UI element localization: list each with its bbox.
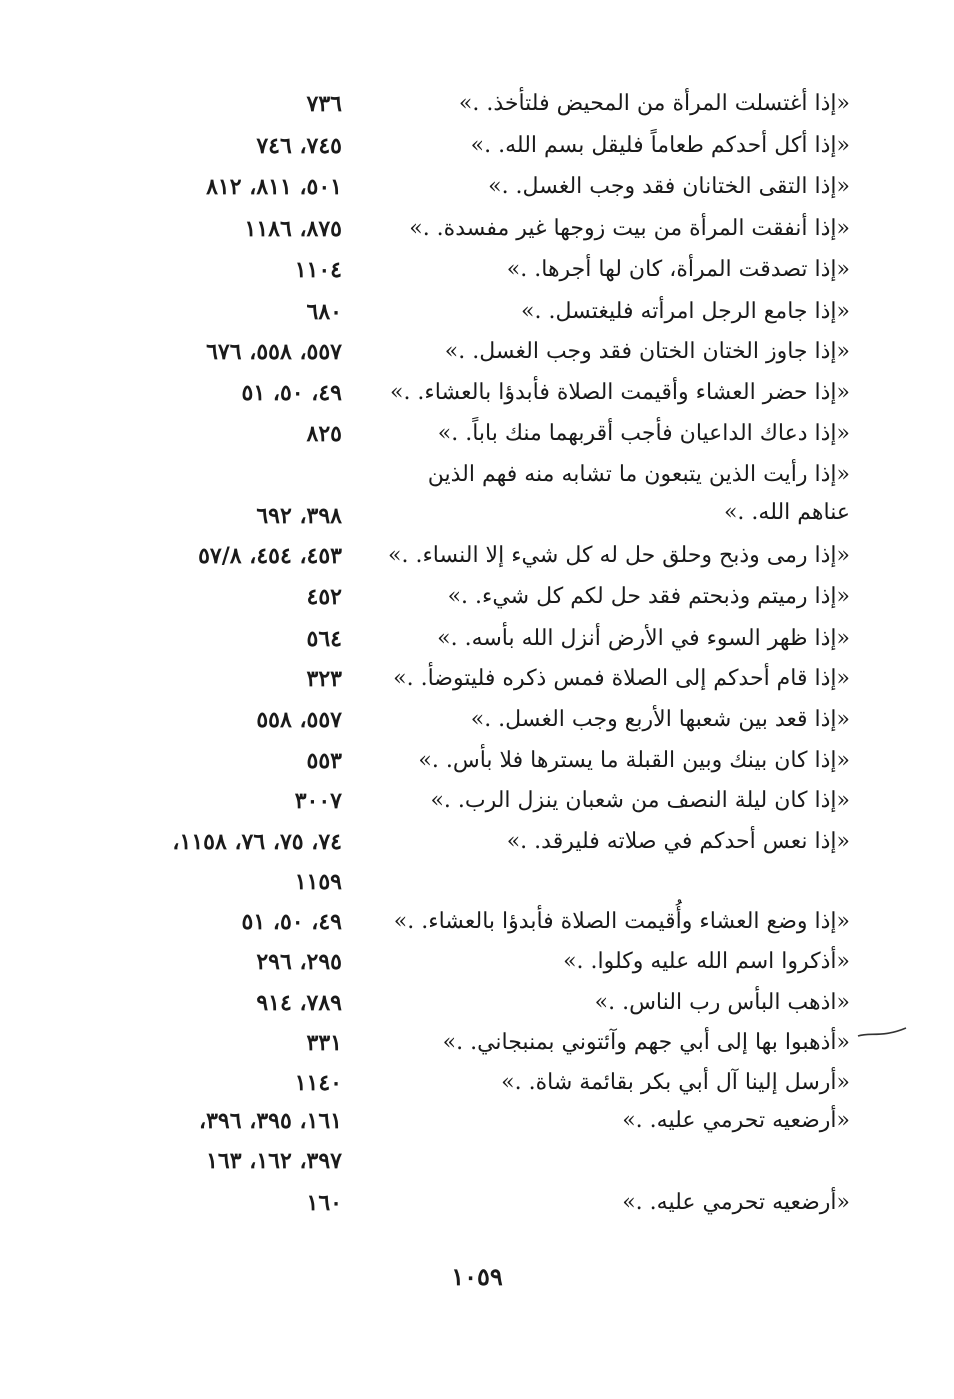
hadith-entry-text: «إذا التقى الختانان فقد وجب الغسل. .» [488, 174, 850, 199]
hadith-entry-refs: ٥٥٣ [306, 748, 342, 774]
page-number: ١٠٥٩ [451, 1262, 503, 1291]
hadith-entry-text: «أذهبوا بها إلى أبي جهم وآئتوني بمنبجاني. .» [442, 1030, 850, 1055]
hadith-entry-text: «أذكروا اسم الله عليه وكلوا. .» [563, 949, 850, 974]
hadith-entry-refs: ١١٠٤ [294, 257, 342, 283]
hadith-entry-refs: ٤٩، ٥٠، ٥١ [241, 380, 342, 406]
hadith-entry-refs: ١٦١، ٣٩٥، ٣٩٦، [199, 1108, 342, 1134]
hadith-entry-text: «إذا قام أحدكم إلى الصلاة فمس ذكره فليتوضأ. .» [393, 666, 850, 691]
hadith-entry-text: «إذا أغتسلت المرأة من المحيض فلتأخذ. .» [458, 91, 850, 116]
hadith-entry-text: «إذا حضر العشاء وأقيمت الصلاة فأبدؤا بالعشاء. .» [389, 380, 850, 405]
hadith-entry-text: «اذهب البأس رب الناس. .» [594, 990, 850, 1015]
hadith-entry-text: «إذا نعس أحدكم في صلاته فليرقد. .» [506, 829, 850, 854]
hadith-entry-refs: ١١٤٠ [294, 1070, 342, 1096]
hadith-entry-text: «أرسل إلينا آل أبي بكر بقائمة شاة. .» [501, 1070, 850, 1095]
hadith-entry-refs: ٧٣٦ [306, 91, 342, 117]
hadith-entry-refs: ٣٣١ [306, 1030, 342, 1056]
hadith-entry-text: «إذا وضع العشاء وأُقيمت الصلاة فأبدؤا بالعشاء. .» [393, 909, 850, 934]
handwritten-margin-mark [856, 1022, 908, 1046]
hadith-entry-text: «إذا تصدقت المرأة، كان لها أجرها. .» [506, 257, 850, 282]
hadith-entry-refs-continued: ١١٥٩ [294, 869, 342, 895]
hadith-entry-refs: ٧٤٥، ٧٤٦ [256, 133, 342, 159]
hadith-entry-refs: ٥٥٧، ٥٥٨ [256, 707, 342, 733]
hadith-entry-refs: ٣٠٠٧ [294, 788, 342, 814]
hadith-entry-refs: ٤٥٢ [306, 584, 342, 610]
hadith-entry-refs: ٧٤، ٧٥، ٧٦، ١١٥٨، [172, 829, 342, 855]
hadith-entry-text: «أرضعيه تحرمي عليه. .» [622, 1108, 850, 1133]
hadith-entry-text: «إذا كان بينك وبين القبلة ما يسترها فلا بأس. .» [418, 748, 850, 773]
hadith-entry-refs: ٨٢٥ [306, 421, 342, 447]
hadith-entry-text: «إذا أكل أحدكم طعاماً فليقل بسم الله. .» [470, 133, 850, 158]
hadith-entry-refs: ٥٠١، ٨١١، ٨١٢ [206, 174, 342, 200]
hadith-entry-text: «إذا ظهر السوء في الأرض أنزل الله بأسه. .» [437, 626, 850, 651]
hadith-entry-text: «إذا جامع الرجل امرأته فليغتسل. .» [521, 299, 850, 324]
hadith-entry-text: «إذا رميتم وذبحتم فقد حل لكم كل شيء. .» [447, 584, 850, 609]
hadith-entry-refs: ٨٧٥، ١١٨٦ [244, 216, 342, 242]
hadith-entry-refs-continued: ٣٩٧، ١٦٢، ١٦٣ [206, 1148, 342, 1174]
hadith-entry-refs: ٣٢٣ [306, 666, 342, 692]
hadith-entry-refs: ٤٩، ٥٠، ٥١ [241, 909, 342, 935]
hadith-entry-text: «إذا كان ليلة النصف من شعبان ينزل الرب. .» [430, 788, 850, 813]
hadith-entry-refs: ٤٥٣، ٤٥٤، ٥٧/٨ [198, 543, 342, 569]
hadith-entry-refs: ٧٨٩، ٩١٤ [256, 990, 342, 1016]
hadith-entry-text: «إذا رأيت الذين يتبعون ما تشابه منه فهم الذين عناهم الله. .» [427, 462, 850, 525]
hadith-entry-refs: ٥٥٧، ٥٥٨، ٦٧٦ [206, 339, 342, 365]
hadith-entry-refs: ١٦٠ [306, 1190, 342, 1216]
hadith-entry-text: «إذا دعاك الداعيان فأجب أقربهما منك باباً. .» [437, 421, 850, 446]
hadith-entry-refs: ٦٨٠ [306, 299, 342, 325]
hadith-entry-refs: ٣٩٨، ٦٩٢ [256, 503, 342, 529]
hadith-entry-text: «إذا أنفقت المرأة من بيت زوجها غير مفسدة. .» [409, 216, 850, 241]
hadith-entry-text: «إذا جاوز الختان الختان فقد وجب الغسل. .» [444, 339, 850, 364]
hadith-entry-text: «أرضعيه تحرمي عليه. .» [622, 1190, 850, 1215]
hadith-entry-text: «إذا قعد بين شعبها الأربع وجب الغسل. .» [470, 707, 850, 732]
hadith-entry-refs: ٥٦٤ [306, 626, 342, 652]
hadith-entry-refs: ٢٩٥، ٢٩٦ [256, 949, 342, 975]
hadith-entry-text: «إذا رمى وذبح وحلق حل له كل شيء إلا النساء. .» [388, 543, 850, 568]
